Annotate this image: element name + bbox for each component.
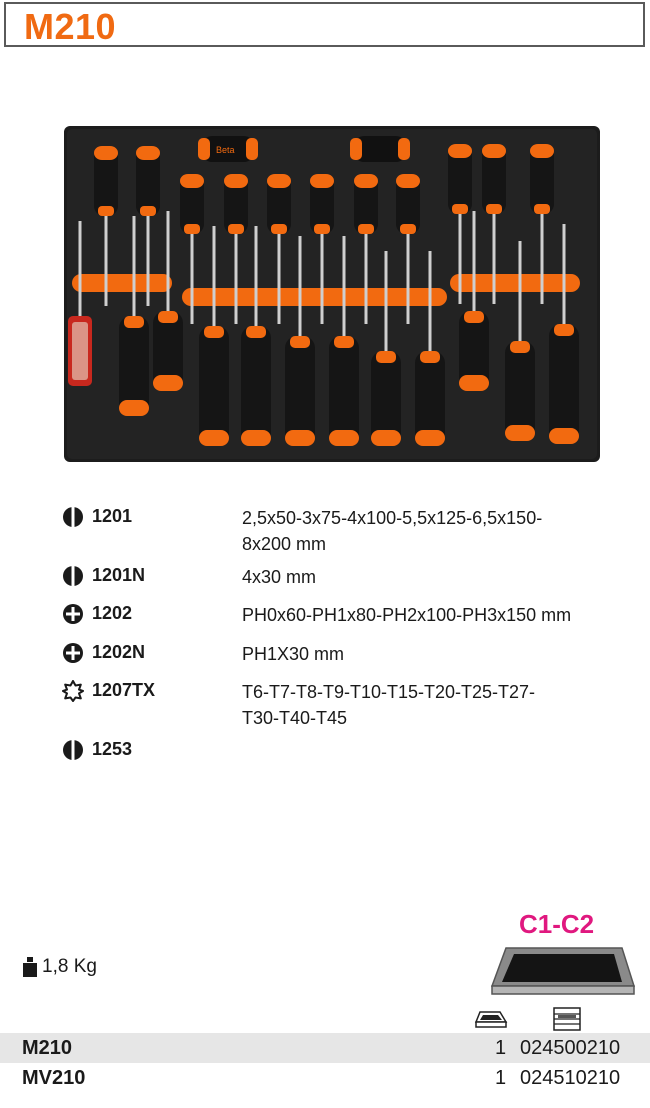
- drawer-pictogram-icon: [474, 1008, 508, 1030]
- variant-code: MV210: [22, 1067, 86, 1089]
- spec-description: [242, 505, 632, 557]
- spec-code: 1202N: [92, 642, 146, 662]
- slotted-tip-icon: [62, 739, 84, 761]
- phillips-tip-icon: [62, 603, 84, 625]
- title-bar: [4, 2, 645, 47]
- drawer-size-label: C1-C2: [519, 909, 595, 939]
- spec-code: 1202: [92, 603, 133, 623]
- variant-qty: 1: [495, 1067, 507, 1089]
- spec-description: PH0x60-PH1x80-PH2x100-PH3x150 mm: [242, 605, 572, 625]
- spec-code: 1207TX: [92, 680, 156, 700]
- foam-tray-image: [64, 126, 600, 462]
- spec-code: 1201: [92, 506, 133, 526]
- variant-article-number: 024510210: [520, 1067, 621, 1089]
- variant-qty: 1: [495, 1037, 507, 1059]
- spec-description-line: 8x200 mm: [242, 534, 327, 554]
- cabinet-pictogram-icon: [550, 1006, 584, 1032]
- weight-value: 1,8 Kg: [42, 956, 97, 977]
- spec-description: PH1X30 mm: [242, 644, 345, 664]
- spec-description: [242, 679, 632, 731]
- variant-row: [0, 1063, 650, 1093]
- spec-description-line: T6-T7-T8-T9-T10-T15-T20-T25-T27-: [242, 682, 536, 702]
- page-title: M210: [24, 6, 117, 47]
- variant-row: [0, 1033, 650, 1063]
- brand-mark: Beta: [216, 145, 235, 155]
- spec-description-line: 2,5x50-3x75-4x100-5,5x125-6,5x150-: [242, 508, 543, 528]
- variant-article-number: 024500210: [520, 1037, 621, 1059]
- drawer-tray-icon: [488, 944, 638, 1002]
- phillips-tip-icon: [62, 642, 84, 664]
- spec-description: 4x30 mm: [242, 567, 317, 587]
- spec-code: 1253: [92, 739, 133, 759]
- weight-icon: [22, 957, 38, 977]
- torx-tip-icon: [62, 680, 84, 702]
- slotted-tip-icon: [62, 506, 84, 528]
- variant-code: M210: [22, 1037, 73, 1059]
- spec-code: 1201N: [92, 565, 146, 585]
- slotted-tip-icon: [62, 565, 84, 587]
- spec-description-line: T30-T40-T45: [242, 708, 348, 728]
